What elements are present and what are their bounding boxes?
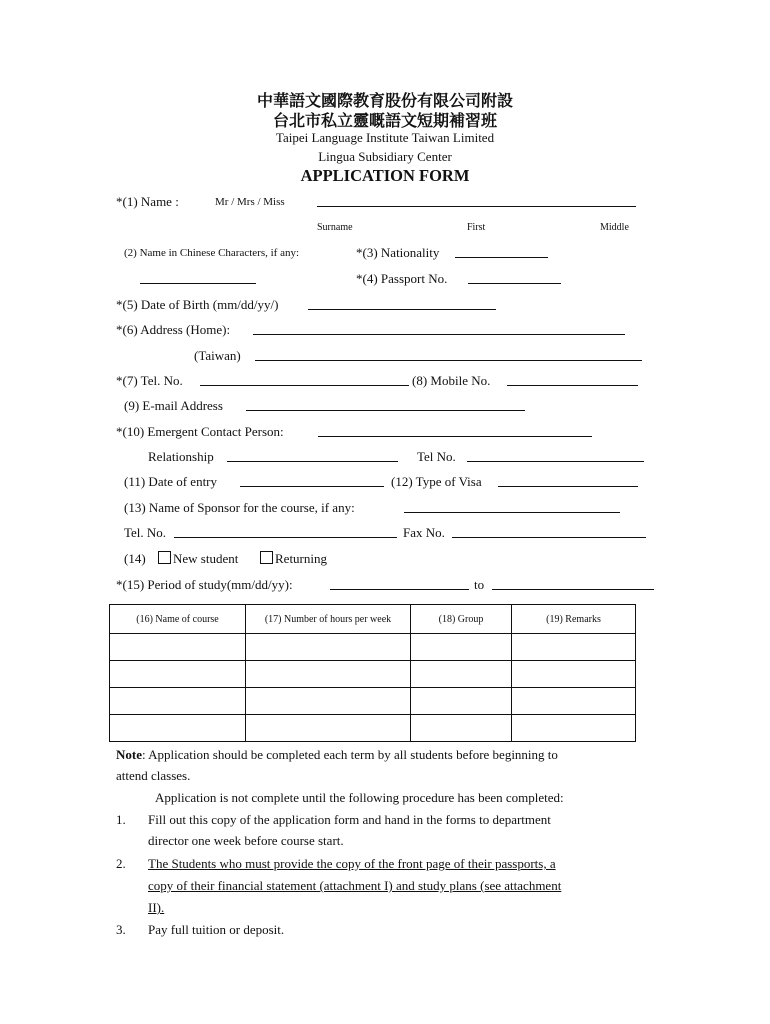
table-cell[interactable] [246,715,411,742]
mobile-label: (8) Mobile No. [412,373,491,388]
new-student-label: New student [173,551,239,566]
table-row [110,634,636,661]
visa-type-field[interactable] [498,486,638,487]
first-caption: First [467,222,486,233]
address-home-field[interactable] [253,334,625,335]
note-line-1 [116,744,558,765]
note-text-1: : Application should be completed each term by all students before beginning to [142,747,558,762]
note-text-2: attend classes. [116,768,191,783]
address-home-label: *(6) Address (Home): [116,322,231,337]
middle-caption: Middle [600,222,629,233]
emergent-contact-label: *(10) Emergent Contact Person: [116,424,284,439]
course-table [109,604,636,742]
email-field[interactable] [246,410,525,411]
table-cell[interactable] [110,688,246,715]
returning-option[interactable] [260,551,327,567]
sponsor-tel-label: Tel. No. [124,525,167,540]
table-cell[interactable] [512,634,636,661]
procedure-2-line-2: copy of their financial statement (attachment I) and study plans (see attachment [148,878,562,893]
table-cell[interactable] [512,661,636,688]
note-text-3: Application is not complete until the following procedure has been completed: [155,790,564,805]
fax-field[interactable] [452,537,646,538]
chinese-company-name: 中華語文國際教育股份有限公司附設 [256,91,513,110]
procedure-2-line-1: The Students who must provide the copy of the front page of their passports, a [148,856,556,871]
period-to-label: to [474,577,485,592]
form-title: APPLICATION FORM [300,166,470,185]
address-taiwan-label: (Taiwan) [194,348,241,363]
surname-caption: Surname [317,222,353,233]
dob-field[interactable] [308,309,496,310]
period-end-field[interactable] [492,589,654,590]
passport-field[interactable] [468,283,561,284]
mobile-field[interactable] [507,385,638,386]
date-entry-field[interactable] [240,486,384,487]
table-cell[interactable] [512,715,636,742]
chinese-name-field[interactable] [140,283,256,284]
table-row [110,688,636,715]
dob-label: *(5) Date of Birth (mm/dd/yy/) [116,297,279,312]
student-status-number: (14) [124,551,146,566]
sponsor-label: (13) Name of Sponsor for the course, if any: [124,500,355,515]
table-header-cell: (17) Number of hours per week [246,605,411,634]
name-title-options: Mr / Mrs / Miss [215,196,285,208]
nationality-label: *(3) Nationality [356,245,440,260]
visa-type-label: (12) Type of Visa [391,474,482,489]
emergent-contact-field[interactable] [318,436,592,437]
address-taiwan-field[interactable] [255,360,642,361]
table-cell[interactable] [411,634,512,661]
table-header-cell: (19) Remarks [512,605,636,634]
relationship-field[interactable] [227,461,398,462]
table-cell[interactable] [110,661,246,688]
table-header-cell: (16) Name of course [110,605,246,634]
procedure-2-line-3: II). [148,900,165,915]
returning-checkbox[interactable] [260,551,273,564]
new-student-option[interactable] [158,551,238,567]
note-label: Note [116,747,142,762]
procedure-number-3: 3. [116,922,126,937]
chinese-school-name: 台北市私立靈嘅語文短期補習班 [272,111,497,130]
period-label: *(15) Period of study(mm/dd/yy): [116,577,293,592]
procedure-number-2: 2. [116,856,126,871]
nationality-field[interactable] [455,257,548,258]
new-student-checkbox[interactable] [158,551,171,564]
sponsor-tel-field[interactable] [174,537,397,538]
table-cell[interactable] [411,688,512,715]
relationship-label: Relationship [148,449,214,464]
email-label: (9) E-mail Address [124,398,223,413]
procedure-3-line-1: Pay full tuition or deposit. [148,922,285,937]
period-start-field[interactable] [330,589,469,590]
returning-label: Returning [275,551,327,566]
emergent-tel-field[interactable] [467,461,644,462]
procedure-1-line-2: director one week before course start. [148,833,344,848]
table-cell[interactable] [411,661,512,688]
table-row [110,715,636,742]
date-entry-label: (11) Date of entry [124,474,218,489]
table-row [110,661,636,688]
english-center-name: Lingua Subsidiary Center [318,149,452,164]
fax-label: Fax No. [403,525,445,540]
table-cell[interactable] [110,634,246,661]
table-cell[interactable] [246,661,411,688]
emergent-tel-label: Tel No. [417,449,456,464]
tel-label: *(7) Tel. No. [116,373,183,388]
table-cell[interactable] [110,715,246,742]
table-header-row [110,605,636,634]
sponsor-field[interactable] [404,512,620,513]
procedure-number-1: 1. [116,812,126,827]
table-cell[interactable] [246,634,411,661]
chinese-name-label: (2) Name in Chinese Characters, if any: [124,247,300,259]
english-institute-name: Taipei Language Institute Taiwan Limited [275,130,495,145]
procedure-1-line-1: Fill out this copy of the application form and hand in the forms to department [148,812,551,827]
name-label: *(1) Name : [116,194,179,209]
table-header-cell: (18) Group [411,605,512,634]
tel-field[interactable] [200,385,409,386]
table-cell[interactable] [411,715,512,742]
table-cell[interactable] [246,688,411,715]
passport-label: *(4) Passport No. [356,271,448,286]
name-field[interactable] [317,206,636,207]
table-cell[interactable] [512,688,636,715]
